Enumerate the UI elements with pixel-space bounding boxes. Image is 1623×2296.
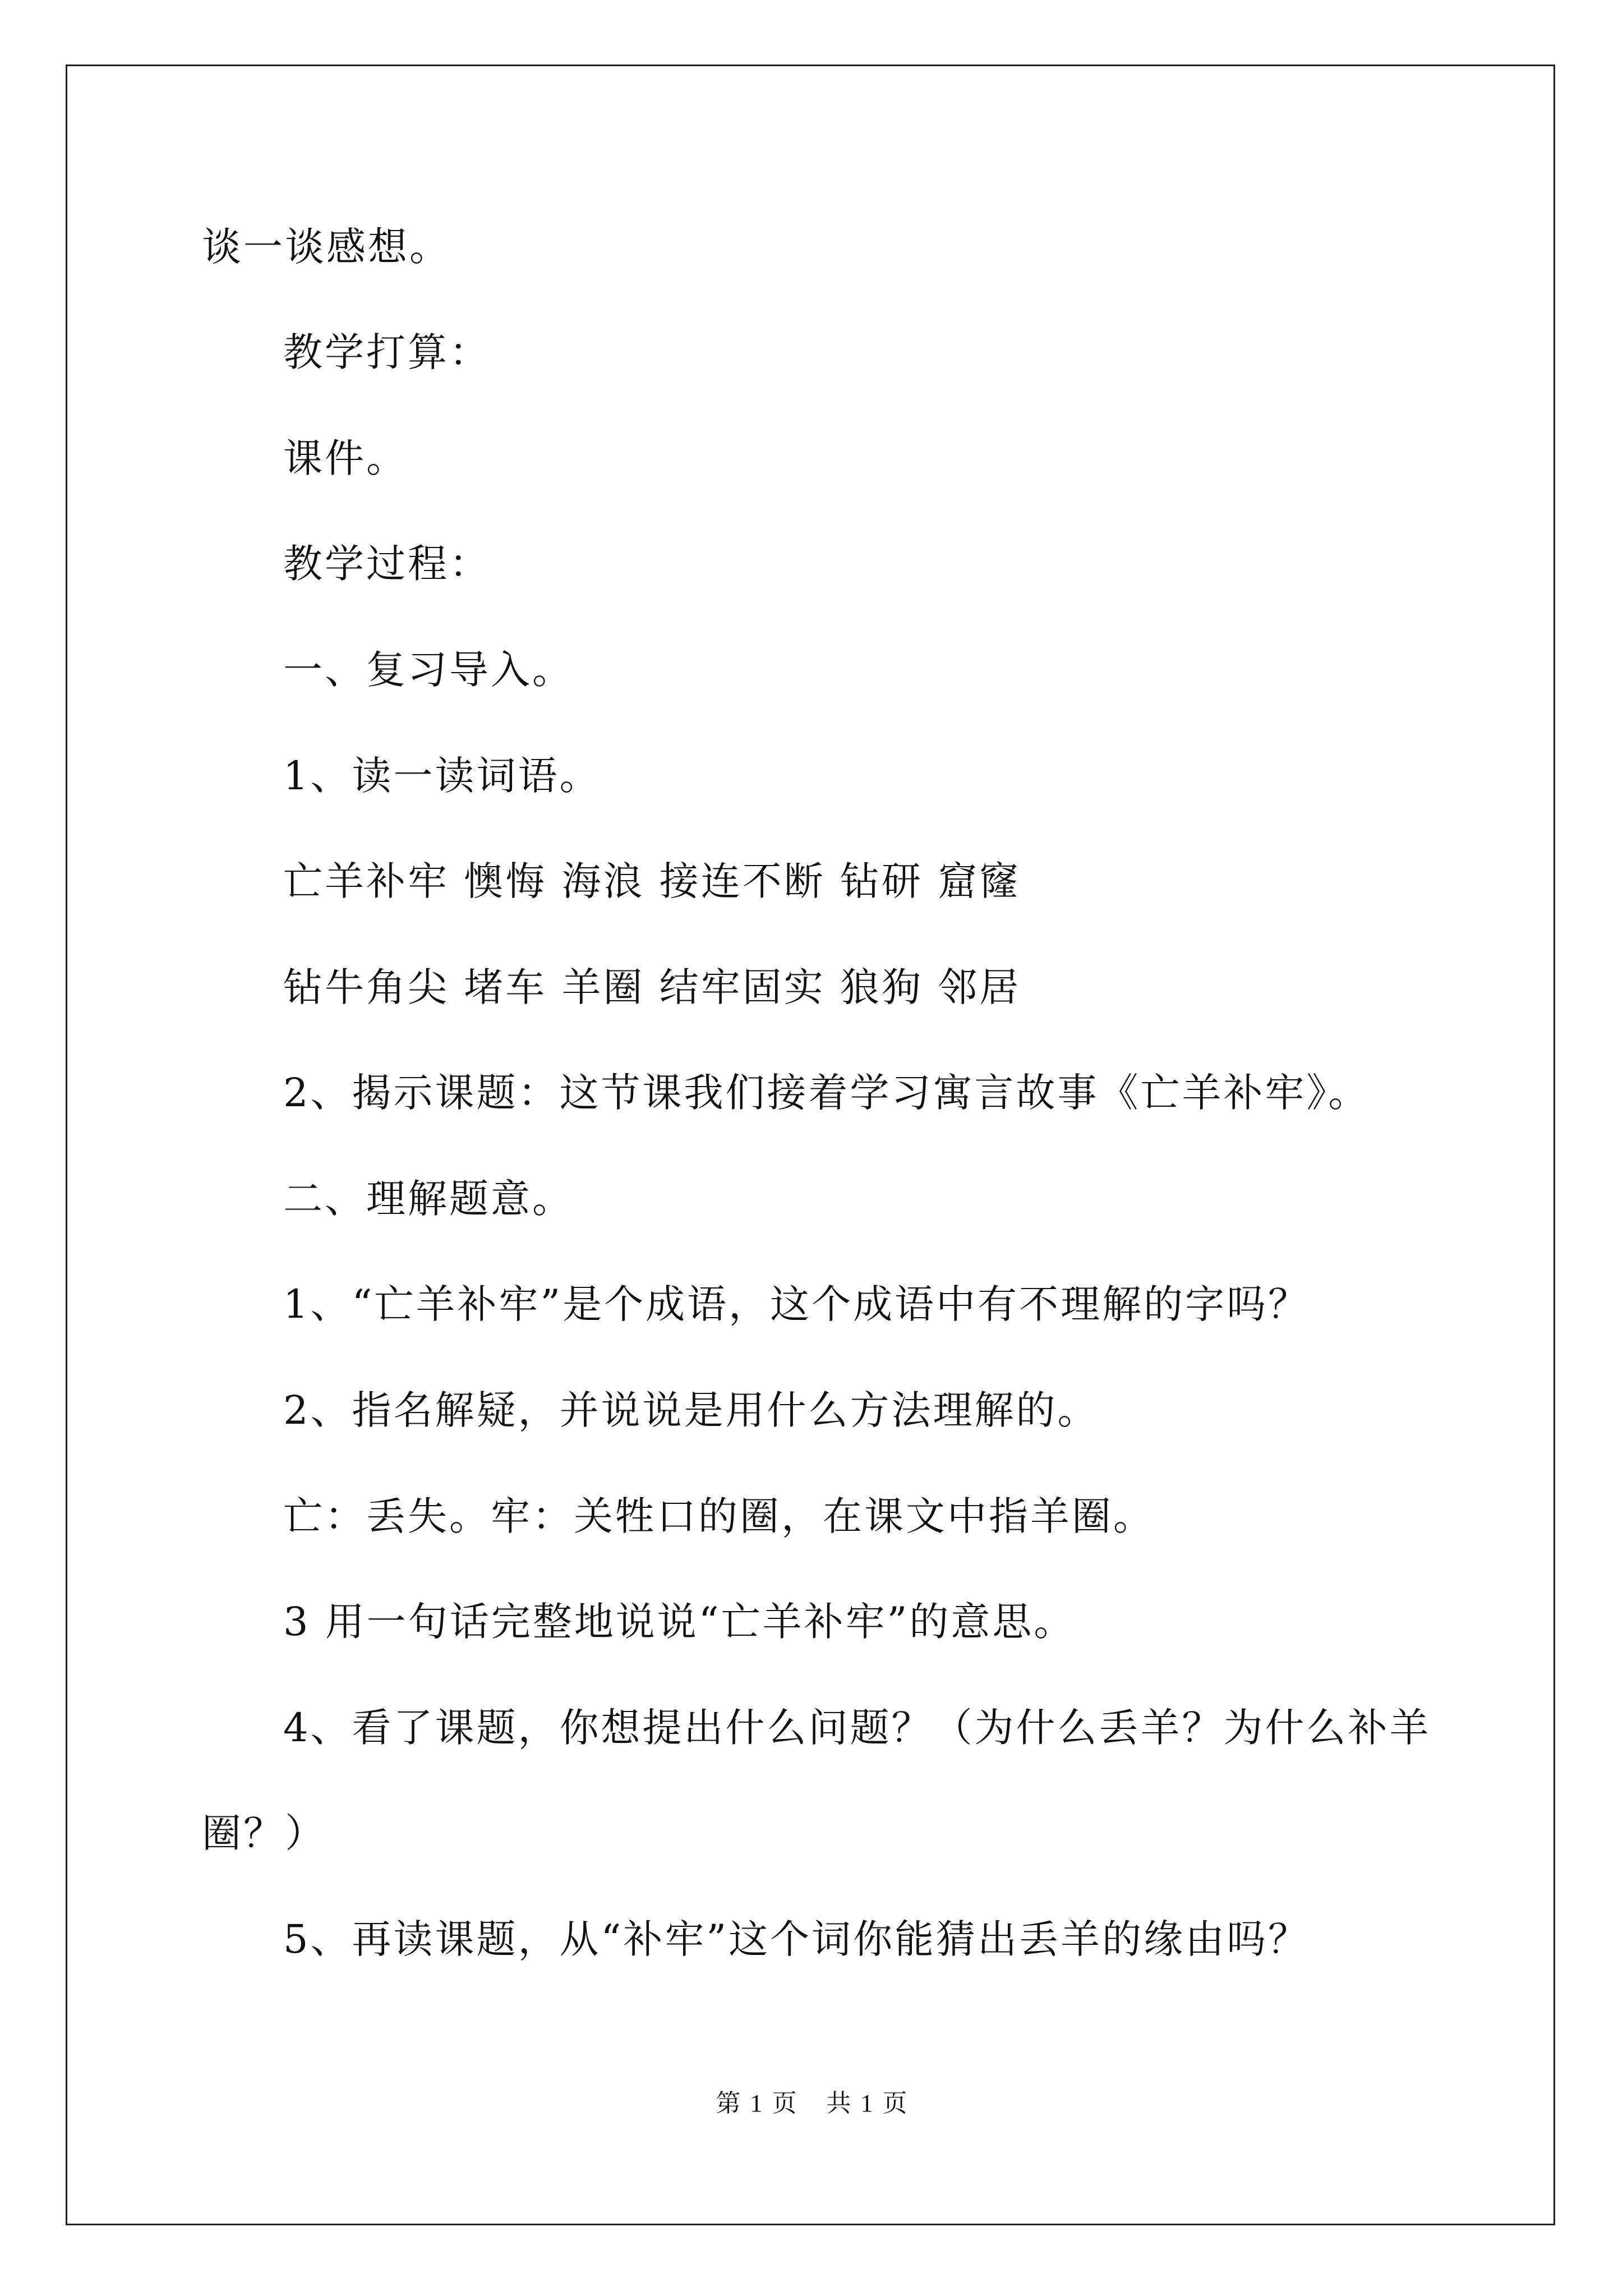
text-line-6: 1、读一读词语。 — [283, 753, 601, 799]
text-line-8: 钻牛角尖 堵车 羊圈 结牢固实 狼狗 邻居 — [283, 964, 1021, 1010]
page-number: 第 1 页 — [716, 2090, 797, 2117]
text-line-5: 一、复习导入。 — [283, 647, 574, 693]
text-line-12: 2、指名解疑，并说说是用什么方法理解的。 — [283, 1387, 1099, 1433]
page-footer — [0, 2087, 1623, 2120]
text-line-10: 二、理解题意。 — [283, 1176, 574, 1222]
text-line-7: 亡羊补牢 懊悔 海浪 接连不断 钻研 窟窿 — [283, 858, 1021, 904]
text-line-4: 教学过程： — [283, 541, 491, 587]
page-border — [66, 65, 1555, 2225]
text-line-15: 4、看了课题，你想提出什么问题？（为什么丢羊？为什么补羊 — [283, 1705, 1431, 1751]
page-total: 共 1 页 — [826, 2090, 907, 2117]
text-line-3: 课件。 — [283, 435, 408, 481]
text-line-14: 3 用一句话完整地说说“亡羊补牢”的意思。 — [283, 1599, 1076, 1645]
text-line-2: 教学打算： — [283, 329, 491, 375]
text-line-17: 5、再读课题，从“补牢”这个词你能猜出丢羊的缘由吗？ — [283, 1916, 1310, 1962]
text-line-1: 谈一谈感想。 — [202, 224, 451, 270]
text-line-13: 亡：丢失。牢：关牲口的圈，在课文中指羊圈。 — [283, 1493, 1155, 1539]
text-line-16: 圈？） — [202, 1810, 326, 1856]
text-line-11: 1、“亡羊补牢”是个成语，这个成语中有不理解的字吗？ — [283, 1281, 1310, 1327]
text-line-9: 2、揭示课题：这节课我们接着学习寓言故事《亡羊补牢》。 — [283, 1070, 1370, 1116]
